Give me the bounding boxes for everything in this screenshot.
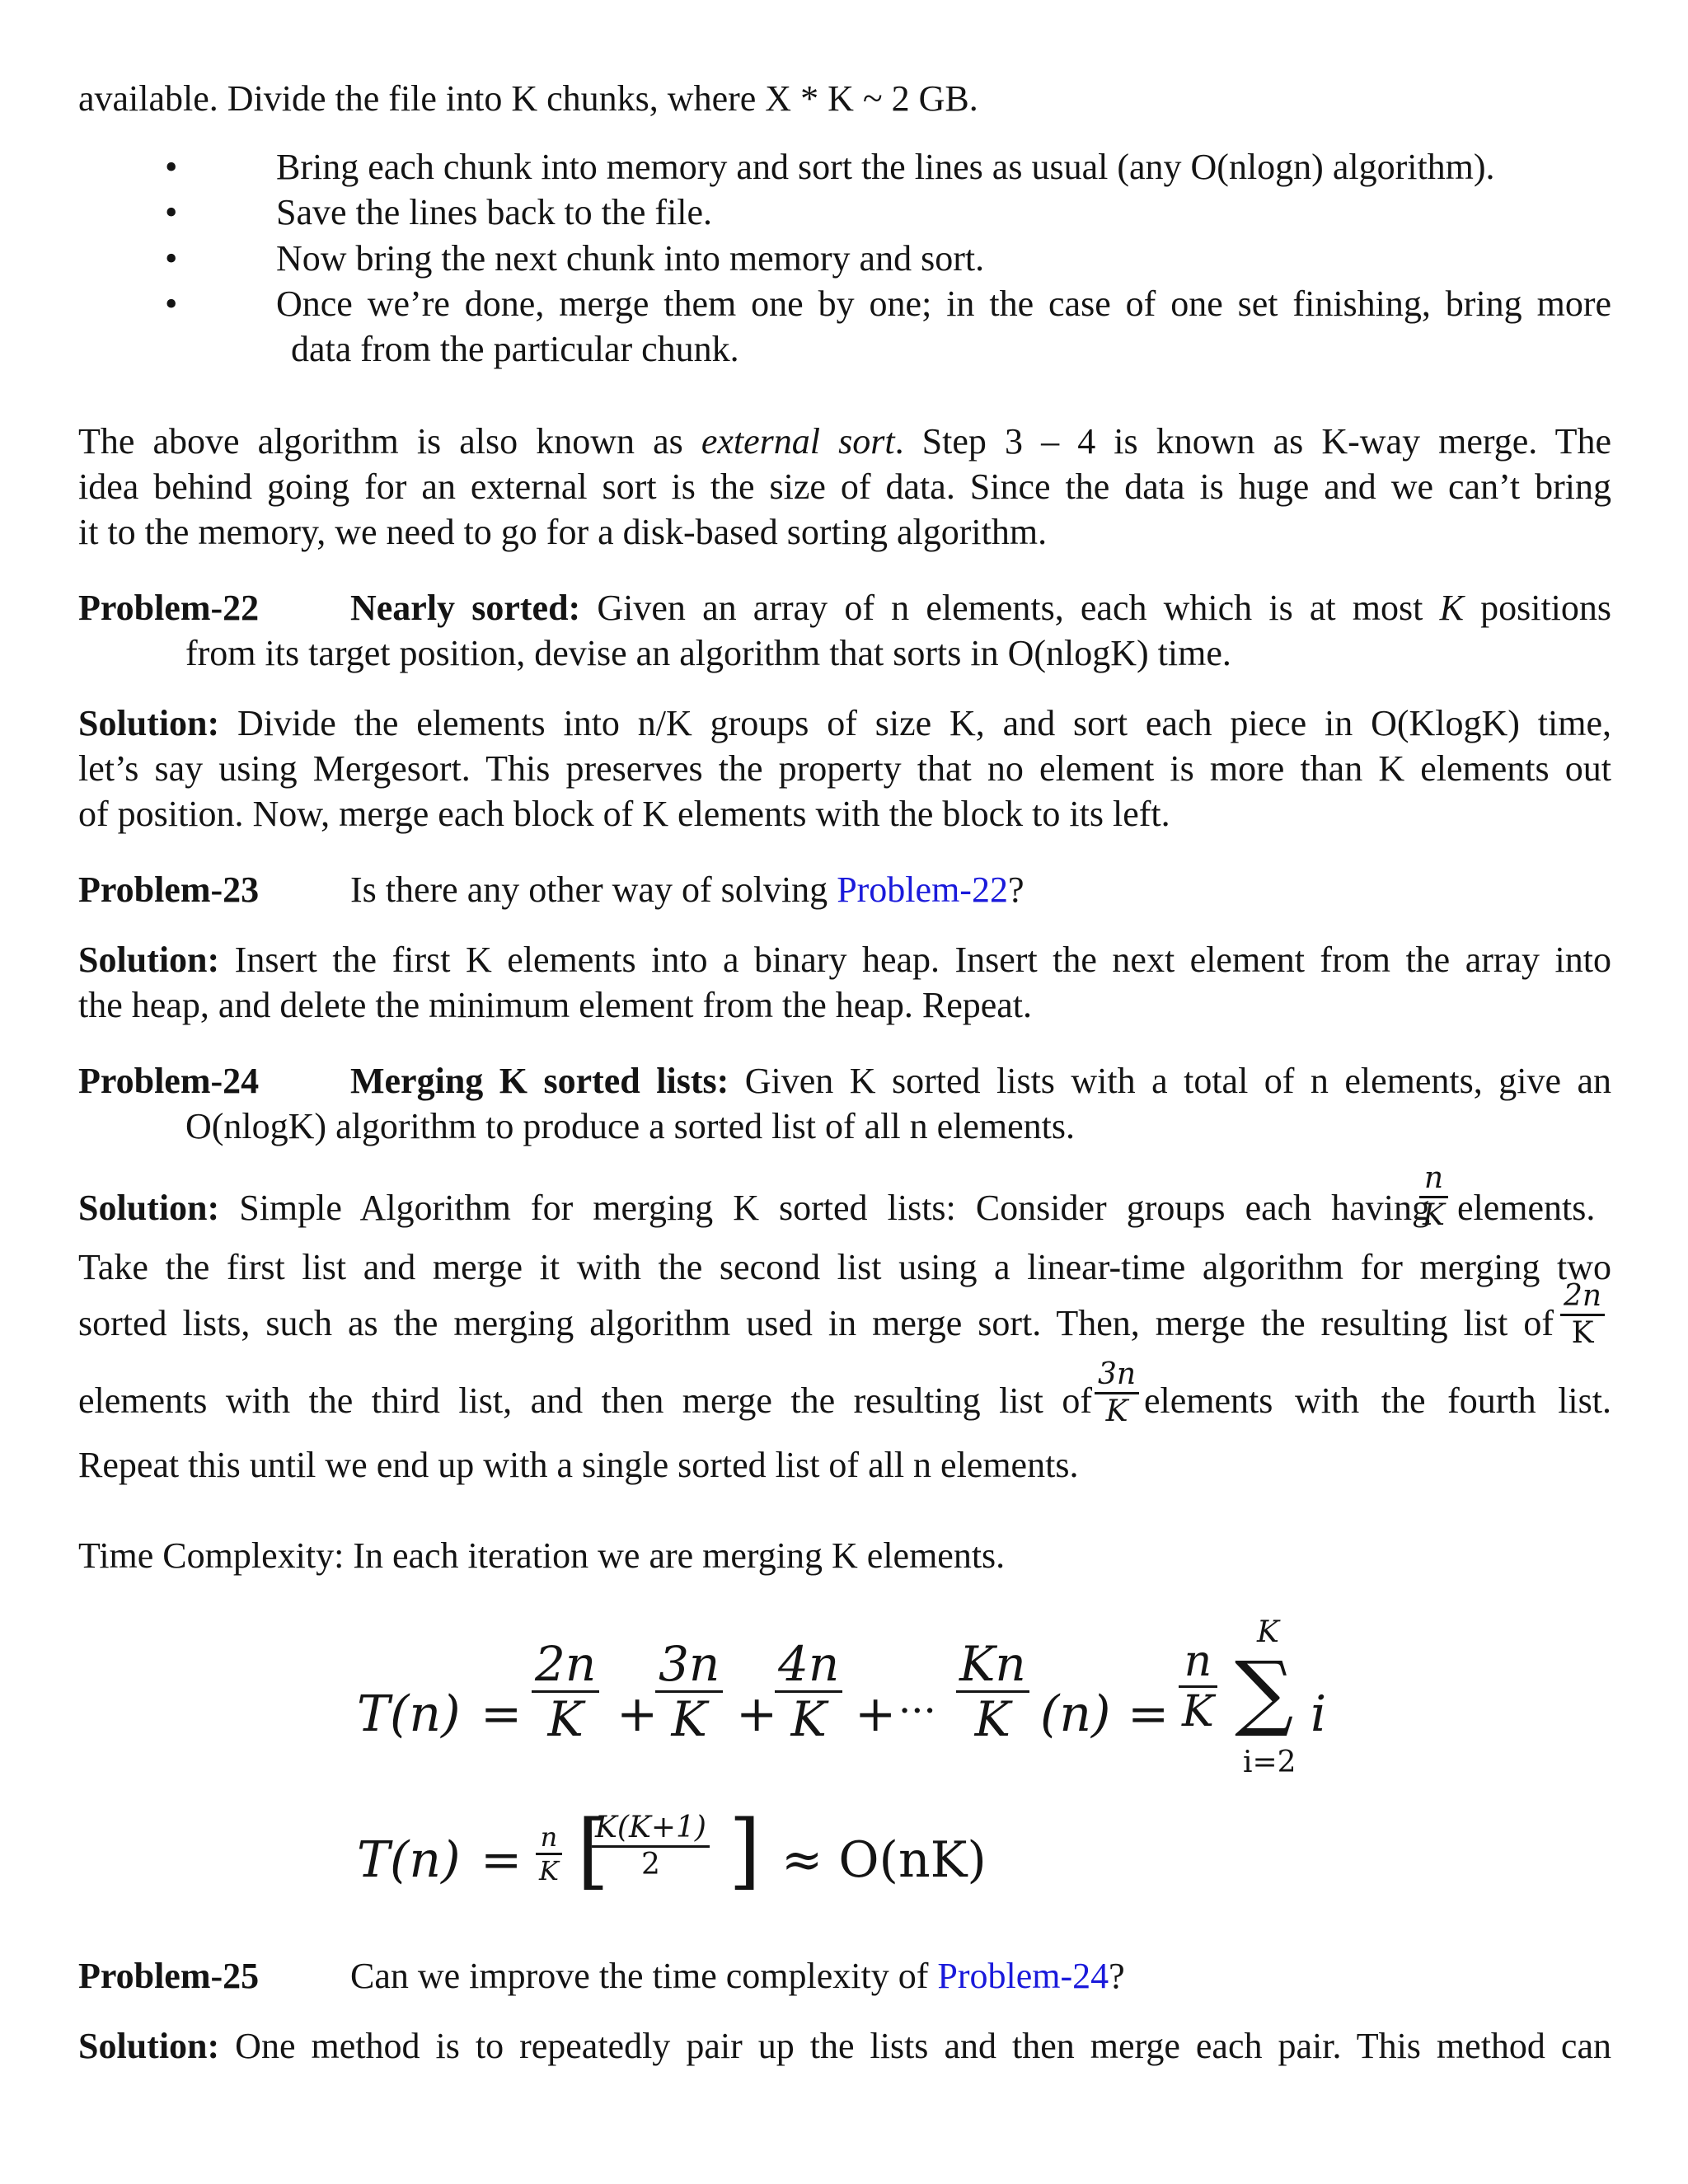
bullet-icon: •	[165, 192, 178, 232]
problem-25-heading	[78, 1953, 1611, 1999]
problem-text: Is there any other way of solving Problem-22?	[350, 869, 1025, 910]
paragraph-line: The above algorithm is also known as external sort. Step 3 – 4 is known as K-way merge. The	[78, 421, 1612, 462]
bullet-icon: •	[165, 147, 178, 187]
solution-line: Solution: One method is to repeatedly pair up the lists and then merge each pair. This method can	[78, 2026, 1611, 2066]
problem-label: Problem-24	[78, 1061, 260, 1101]
bullet-icon: •	[165, 284, 178, 324]
sum-upper: K	[1257, 1615, 1279, 1649]
eq2-equals: =	[481, 1831, 523, 1889]
problem-22-continuation: from its target position, devise an algorithm that sorts in O(nlogK) time.	[185, 633, 1231, 673]
eq1-lhs: T(n)	[357, 1685, 461, 1743]
intro-line: available. Divide the file into K chunks, where X * K ~ 2 GB.	[78, 78, 978, 119]
problem-text: Can we improve the time complexity of Problem-24?	[350, 1956, 1125, 1996]
bullet-item	[0, 281, 1688, 326]
solution-line: Solution: Divide the elements into n/K groups of size K, and sort each piece in O(KlogK) time,	[78, 703, 1611, 743]
problem-24-heading	[78, 1058, 1611, 1104]
eq1-equals: =	[1128, 1685, 1170, 1743]
solution-line: let’s say using Mergesort. This preserves the property that no element is more than K elements out	[78, 748, 1611, 789]
fraction-2n-over-k: 2n K	[1560, 1282, 1605, 1348]
bullet-item-continuation	[0, 326, 1688, 372]
eq1-last-term: Kn K	[956, 1640, 1029, 1743]
bullet-text: Once we’re done, merge them one by one; in the case of one set finishing, bring more	[276, 284, 1611, 324]
paragraph-line: it to the memory, we need to go for a disk-based sorting algorithm.	[78, 512, 1048, 552]
fraction-3n-over-k: 3n K	[1095, 1360, 1139, 1427]
eq1-dots: ···	[898, 1688, 936, 1734]
solution-line-end: elements.	[1457, 1188, 1596, 1228]
complexity-line: Time Complexity: In each iteration we are merging K elements.	[78, 1535, 1006, 1576]
eq1-term: 4n K	[775, 1640, 842, 1743]
eq1-plus: +	[617, 1685, 659, 1743]
problem-label: Problem-25	[78, 1956, 260, 1996]
eq2-bracket-frac: K(K+1) 2	[592, 1813, 710, 1880]
sigma-icon: ∑	[1235, 1643, 1294, 1740]
left-bracket-icon: [	[577, 1802, 610, 1899]
eq2-approx: ≈ O(nK)	[781, 1831, 987, 1889]
problem-23-heading	[78, 867, 1611, 912]
solution-line: elements with the third list, and then merge the resulting list of	[78, 1380, 1092, 1421]
problem-22-link[interactable]: Problem-22	[837, 869, 1008, 910]
problem-text: Nearly sorted: Given an array of n elements, each which is at most K positions	[350, 588, 1612, 628]
eq1-paren: (n)	[1040, 1685, 1111, 1743]
bullet-text: data from the particular chunk.	[291, 329, 739, 369]
problem-label: Problem-23	[78, 869, 260, 910]
problem-label: Problem-22	[78, 588, 260, 628]
solution-line: of position. Now, merge each block of K elements with the block to its left.	[78, 794, 1170, 834]
solution-line: sorted lists, such as the merging algorithm used in merge sort. Then, merge the resulting list of	[78, 1303, 1554, 1343]
sum-lower: i=2	[1243, 1746, 1296, 1779]
sum-var: i	[1311, 1685, 1327, 1743]
paragraph-line: idea behind going for an external sort is the size of data. Since the data is huge and we can’t bring	[78, 466, 1611, 507]
fraction-n-over-k: n K	[1419, 1164, 1448, 1230]
eq1-plus: +	[855, 1685, 897, 1743]
solution-line: Take the first list and merge it with the second list using a linear-time algorithm for merging two	[78, 1247, 1611, 1287]
solution-line: Solution: Insert the first K elements into a binary heap. Insert the next element from the array into	[78, 940, 1611, 980]
solution-line: Repeat this until we end up with a single sorted list of all n elements.	[78, 1445, 1079, 1485]
eq1-term: 2n K	[532, 1640, 599, 1743]
eq1-plus: +	[736, 1685, 778, 1743]
bullet-icon: •	[165, 238, 178, 279]
problem-text: Merging K sorted lists: Given K sorted lists with a total of n elements, give an	[350, 1061, 1612, 1101]
bullet-item	[0, 236, 1688, 281]
eq1-rhs-frac: n K	[1179, 1640, 1217, 1733]
eq2-frac: n K	[536, 1824, 562, 1884]
bullet-text: Now bring the next chunk into memory and sort.	[276, 238, 985, 279]
problem-24-link[interactable]: Problem-24	[937, 1956, 1109, 1996]
solution-line-end: elements with the fourth list.	[1144, 1380, 1611, 1421]
right-bracket-icon: ]	[729, 1802, 762, 1899]
bullet-text: Save the lines back to the file.	[276, 192, 713, 232]
bullet-text: Bring each chunk into memory and sort the lines as usual (any O(nlogn) algorithm).	[276, 147, 1495, 187]
eq1-equals: =	[481, 1685, 523, 1743]
solution-line: Solution: Simple Algorithm for merging K sorted lists: Consider groups each having	[78, 1188, 1430, 1228]
bullet-item	[0, 144, 1688, 190]
bullet-item	[0, 190, 1688, 235]
problem-22-heading	[78, 585, 1611, 630]
problem-24-continuation: O(nlogK) algorithm to produce a sorted list of all n elements.	[185, 1106, 1075, 1146]
solution-line: the heap, and delete the minimum element from the heap. Repeat.	[78, 985, 1033, 1025]
eq2-lhs: T(n)	[357, 1831, 461, 1889]
eq1-term: 3n K	[655, 1640, 723, 1743]
